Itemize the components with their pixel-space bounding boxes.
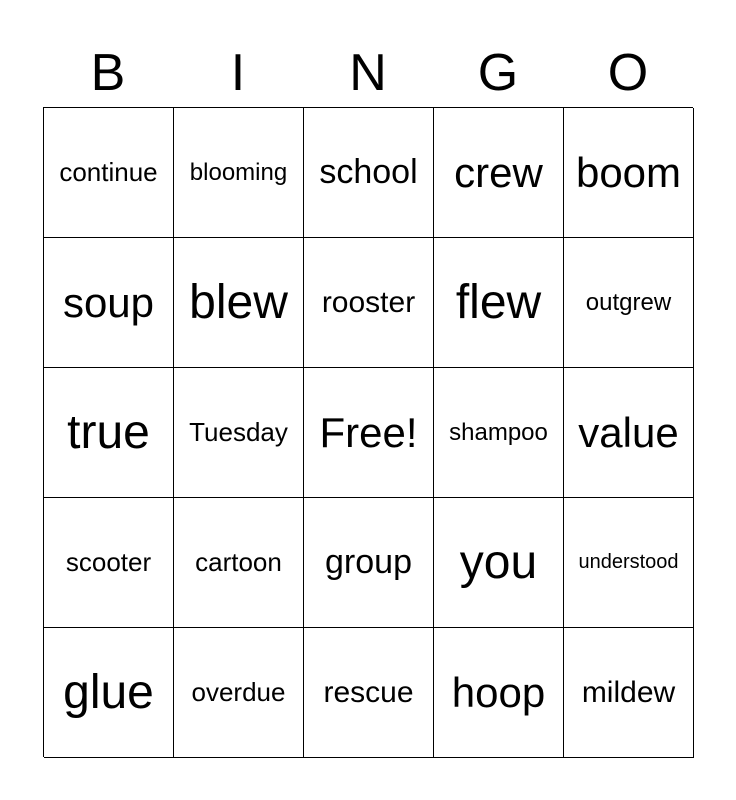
header-letter-o: O [607,44,649,102]
bingo-cell[interactable]: group [304,498,434,628]
bingo-cell[interactable]: crew [434,108,564,238]
bingo-cell[interactable]: overdue [174,628,304,758]
bingo-cell[interactable]: soup [44,238,174,368]
bingo-cell[interactable]: blew [174,238,304,368]
header-letter-g: G [477,44,519,102]
bingo-cell[interactable]: mildew [564,628,694,758]
bingo-cell[interactable]: value [564,368,694,498]
bingo-board [43,107,693,757]
bingo-header [43,40,693,106]
bingo-cell[interactable]: blooming [174,108,304,238]
bingo-cell[interactable]: glue [44,628,174,758]
bingo-cell[interactable]: hoop [434,628,564,758]
bingo-cell[interactable]: true [44,368,174,498]
bingo-cell[interactable]: scooter [44,498,174,628]
bingo-cell[interactable]: you [434,498,564,628]
bingo-cell[interactable]: rooster [304,238,434,368]
bingo-cell[interactable]: shampoo [434,368,564,498]
header-letter-i: I [230,44,246,102]
header-letter-n: N [349,44,387,102]
bingo-cell: Free! [304,368,434,498]
header-letter-b: B [90,44,126,102]
bingo-cell[interactable]: understood [564,498,694,628]
bingo-cell[interactable]: school [304,108,434,238]
bingo-cell[interactable]: outgrew [564,238,694,368]
bingo-cell[interactable]: boom [564,108,694,238]
bingo-cell[interactable]: flew [434,238,564,368]
bingo-cell[interactable]: rescue [304,628,434,758]
bingo-cell[interactable]: continue [44,108,174,238]
bingo-cell[interactable]: cartoon [174,498,304,628]
bingo-cell[interactable]: Tuesday [174,368,304,498]
